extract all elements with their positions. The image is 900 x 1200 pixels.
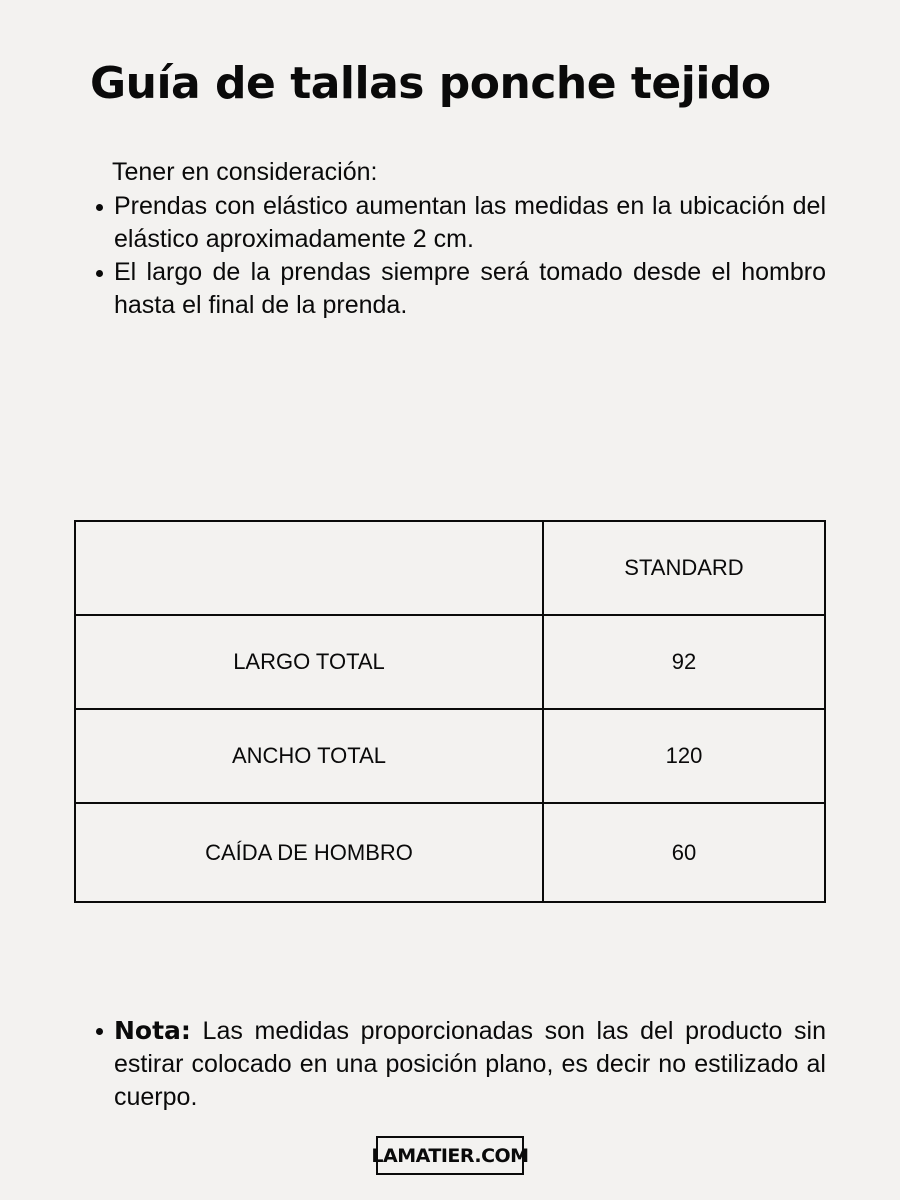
note-text: Las medidas proporcionadas son las del producto sin estirar colocado en una posición plano, es decir no estilizado al cuerpo. — [114, 1017, 826, 1111]
header-size-cell: STANDARD — [543, 521, 825, 615]
measurement-value: 120 — [543, 709, 825, 803]
note-list — [90, 1014, 826, 1114]
note-section — [90, 1014, 826, 1114]
list-item: Prendas con elástico aumentan las medidas en la ubicación del elástico aproximadamente 2 cm. — [90, 190, 826, 256]
page-title: Guía de tallas ponche tejido — [90, 58, 771, 109]
table-row — [75, 803, 825, 902]
table-header-row — [75, 521, 825, 615]
considerations-heading: Tener en consideración: — [112, 158, 378, 186]
brand-badge: LAMATIER.COM — [376, 1136, 524, 1175]
header-empty-cell — [75, 521, 543, 615]
measurement-label: LARGO TOTAL — [75, 615, 543, 709]
note-item — [90, 1014, 826, 1114]
considerations-list — [90, 190, 826, 322]
list-item: El largo de la prendas siempre será tomado desde el hombro hasta el final de la prenda. — [90, 256, 826, 322]
measurement-value: 92 — [543, 615, 825, 709]
measurement-label: CAÍDA DE HOMBRO — [75, 803, 543, 902]
size-table — [74, 520, 826, 903]
table-row — [75, 615, 825, 709]
considerations-section — [90, 156, 826, 322]
note-label: Nota: — [114, 1016, 191, 1045]
measurement-value: 60 — [543, 803, 825, 902]
table-row — [75, 709, 825, 803]
measurement-label: ANCHO TOTAL — [75, 709, 543, 803]
